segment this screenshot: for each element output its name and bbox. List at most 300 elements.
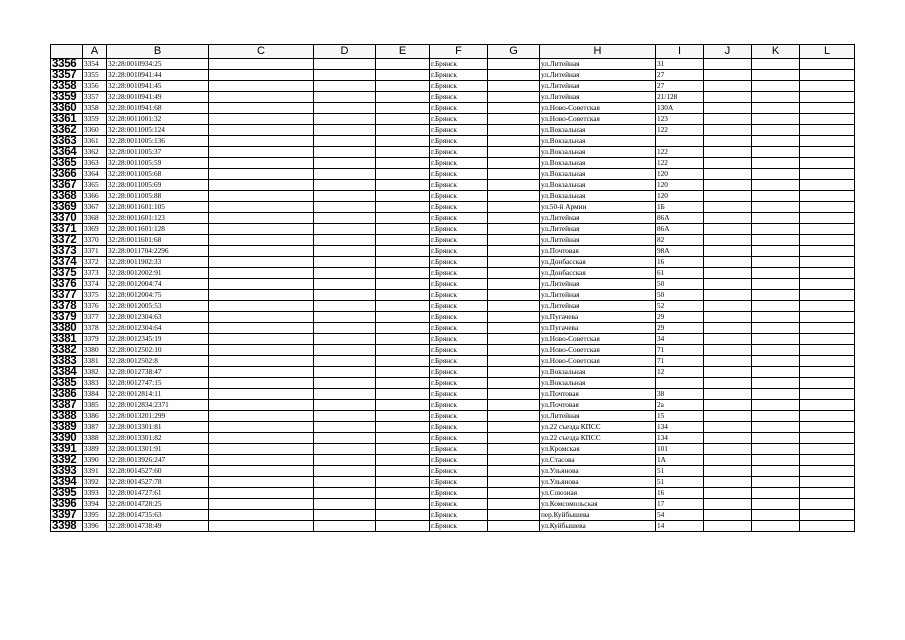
cell-k[interactable] — [752, 81, 800, 92]
cell-l[interactable] — [800, 213, 855, 224]
cell-f[interactable]: г.Брянск — [430, 125, 488, 136]
cell-f[interactable]: г.Брянск — [430, 433, 488, 444]
cell-b[interactable]: 32:28:0013301:81 — [107, 422, 209, 433]
cell-h[interactable]: ул.Ново-Советская — [540, 356, 656, 367]
cell-j[interactable] — [704, 345, 752, 356]
cell-l[interactable] — [800, 521, 855, 532]
cell-h[interactable]: ул.Пугачева — [540, 323, 656, 334]
cell-d[interactable] — [314, 488, 376, 499]
cell-c[interactable] — [209, 510, 314, 521]
cell-j[interactable] — [704, 246, 752, 257]
cell-h[interactable]: ул.Вокзальная — [540, 136, 656, 147]
cell-h[interactable]: ул.Литейная — [540, 279, 656, 290]
cell-j[interactable] — [704, 257, 752, 268]
cell-l[interactable] — [800, 224, 855, 235]
cell-f[interactable]: г.Брянск — [430, 147, 488, 158]
cell-i[interactable]: 2а — [656, 400, 704, 411]
cell-k[interactable] — [752, 147, 800, 158]
cell-d[interactable] — [314, 70, 376, 81]
cell-k[interactable] — [752, 521, 800, 532]
cell-c[interactable] — [209, 92, 314, 103]
cell-j[interactable] — [704, 81, 752, 92]
cell-f[interactable]: г.Брянск — [430, 257, 488, 268]
cell-d[interactable] — [314, 367, 376, 378]
cell-i[interactable]: 98А — [656, 246, 704, 257]
cell-e[interactable] — [376, 235, 430, 246]
cell-b[interactable]: 32:28:0011005:88 — [107, 191, 209, 202]
cell-f[interactable]: г.Брянск — [430, 290, 488, 301]
cell-i[interactable]: 50 — [656, 290, 704, 301]
cell-g[interactable] — [488, 488, 540, 499]
row-number[interactable]: 3378 — [51, 301, 83, 312]
cell-g[interactable] — [488, 70, 540, 81]
cell-k[interactable] — [752, 444, 800, 455]
cell-l[interactable] — [800, 257, 855, 268]
cell-j[interactable] — [704, 323, 752, 334]
cell-h[interactable]: ул.Вокзальная — [540, 147, 656, 158]
cell-f[interactable]: г.Брянск — [430, 301, 488, 312]
cell-a[interactable]: 3375 — [83, 290, 107, 301]
cell-a[interactable]: 3370 — [83, 235, 107, 246]
cell-i[interactable]: 134 — [656, 422, 704, 433]
cell-d[interactable] — [314, 290, 376, 301]
cell-b[interactable]: 32:28:0010941:68 — [107, 103, 209, 114]
cell-e[interactable] — [376, 345, 430, 356]
cell-g[interactable] — [488, 103, 540, 114]
row-number[interactable]: 3391 — [51, 444, 83, 455]
cell-j[interactable] — [704, 169, 752, 180]
cell-j[interactable] — [704, 224, 752, 235]
cell-a[interactable]: 3382 — [83, 367, 107, 378]
cell-a[interactable]: 3355 — [83, 70, 107, 81]
cell-j[interactable] — [704, 466, 752, 477]
cell-h[interactable]: ул.Вокзальная — [540, 191, 656, 202]
cell-b[interactable]: 32:28:0011005:68 — [107, 169, 209, 180]
cell-k[interactable] — [752, 422, 800, 433]
row-number[interactable]: 3377 — [51, 290, 83, 301]
cell-h[interactable]: ул.50-й Армии — [540, 202, 656, 213]
cell-k[interactable] — [752, 169, 800, 180]
cell-e[interactable] — [376, 92, 430, 103]
cell-e[interactable] — [376, 510, 430, 521]
cell-l[interactable] — [800, 488, 855, 499]
column-header-g[interactable]: G — [488, 45, 540, 59]
cell-j[interactable] — [704, 433, 752, 444]
cell-h[interactable]: ул.Литейная — [540, 224, 656, 235]
column-header-e[interactable]: E — [376, 45, 430, 59]
column-header-f[interactable]: F — [430, 45, 488, 59]
cell-f[interactable]: г.Брянск — [430, 389, 488, 400]
cell-l[interactable] — [800, 444, 855, 455]
cell-d[interactable] — [314, 191, 376, 202]
cell-b[interactable]: 32:28:0014527:78 — [107, 477, 209, 488]
cell-a[interactable]: 3363 — [83, 158, 107, 169]
cell-h[interactable]: ул.Вокзальная — [540, 158, 656, 169]
cell-c[interactable] — [209, 378, 314, 389]
row-number[interactable]: 3359 — [51, 92, 83, 103]
cell-f[interactable]: г.Брянск — [430, 356, 488, 367]
cell-g[interactable] — [488, 235, 540, 246]
cell-c[interactable] — [209, 444, 314, 455]
cell-c[interactable] — [209, 136, 314, 147]
cell-j[interactable] — [704, 202, 752, 213]
cell-d[interactable] — [314, 521, 376, 532]
cell-a[interactable]: 3361 — [83, 136, 107, 147]
cell-j[interactable] — [704, 334, 752, 345]
cell-h[interactable]: ул.Почтовая — [540, 400, 656, 411]
cell-h[interactable]: ул.Литейная — [540, 70, 656, 81]
cell-j[interactable] — [704, 312, 752, 323]
cell-c[interactable] — [209, 334, 314, 345]
cell-l[interactable] — [800, 114, 855, 125]
cell-g[interactable] — [488, 400, 540, 411]
cell-b[interactable]: 32:28:0012502:8 — [107, 356, 209, 367]
cell-b[interactable]: 32:28:0011601:123 — [107, 213, 209, 224]
cell-l[interactable] — [800, 70, 855, 81]
row-number[interactable]: 3371 — [51, 224, 83, 235]
cell-e[interactable] — [376, 334, 430, 345]
row-number[interactable]: 3375 — [51, 268, 83, 279]
row-number[interactable]: 3384 — [51, 367, 83, 378]
cell-j[interactable] — [704, 268, 752, 279]
cell-f[interactable]: г.Брянск — [430, 334, 488, 345]
cell-i[interactable]: 134 — [656, 433, 704, 444]
cell-l[interactable] — [800, 136, 855, 147]
cell-l[interactable] — [800, 411, 855, 422]
cell-g[interactable] — [488, 389, 540, 400]
cell-j[interactable] — [704, 477, 752, 488]
cell-a[interactable]: 3385 — [83, 400, 107, 411]
cell-b[interactable]: 32:28:0011005:59 — [107, 158, 209, 169]
row-number[interactable]: 3381 — [51, 334, 83, 345]
cell-i[interactable]: 101 — [656, 444, 704, 455]
cell-e[interactable] — [376, 279, 430, 290]
cell-d[interactable] — [314, 499, 376, 510]
cell-l[interactable] — [800, 477, 855, 488]
cell-d[interactable] — [314, 158, 376, 169]
cell-c[interactable] — [209, 202, 314, 213]
cell-a[interactable]: 3377 — [83, 312, 107, 323]
cell-f[interactable]: г.Брянск — [430, 92, 488, 103]
cell-d[interactable] — [314, 147, 376, 158]
cell-d[interactable] — [314, 213, 376, 224]
cell-g[interactable] — [488, 191, 540, 202]
row-number[interactable]: 3380 — [51, 323, 83, 334]
cell-l[interactable] — [800, 323, 855, 334]
cell-a[interactable]: 3368 — [83, 213, 107, 224]
cell-b[interactable]: 32:28:0010941:45 — [107, 81, 209, 92]
cell-d[interactable] — [314, 334, 376, 345]
cell-l[interactable] — [800, 103, 855, 114]
column-header-a[interactable]: A — [83, 45, 107, 59]
cell-f[interactable]: г.Брянск — [430, 136, 488, 147]
column-header-k[interactable]: K — [752, 45, 800, 59]
cell-e[interactable] — [376, 422, 430, 433]
cell-b[interactable]: 32:28:0013926:247 — [107, 455, 209, 466]
cell-g[interactable] — [488, 180, 540, 191]
cell-i[interactable]: 21/128 — [656, 92, 704, 103]
cell-h[interactable]: ул.Почтовая — [540, 389, 656, 400]
cell-e[interactable] — [376, 59, 430, 70]
cell-f[interactable]: г.Брянск — [430, 323, 488, 334]
cell-c[interactable] — [209, 466, 314, 477]
cell-e[interactable] — [376, 147, 430, 158]
cell-h[interactable]: ул.Литейная — [540, 290, 656, 301]
cell-g[interactable] — [488, 202, 540, 213]
cell-g[interactable] — [488, 246, 540, 257]
cell-f[interactable]: г.Брянск — [430, 499, 488, 510]
cell-k[interactable] — [752, 136, 800, 147]
cell-f[interactable]: г.Брянск — [430, 455, 488, 466]
cell-j[interactable] — [704, 180, 752, 191]
cell-e[interactable] — [376, 323, 430, 334]
cell-a[interactable]: 3372 — [83, 257, 107, 268]
cell-e[interactable] — [376, 378, 430, 389]
cell-i[interactable]: 71 — [656, 356, 704, 367]
cell-h[interactable]: ул.Кромская — [540, 444, 656, 455]
row-number[interactable]: 3368 — [51, 191, 83, 202]
cell-c[interactable] — [209, 521, 314, 532]
row-number[interactable]: 3361 — [51, 114, 83, 125]
cell-c[interactable] — [209, 488, 314, 499]
cell-k[interactable] — [752, 455, 800, 466]
cell-g[interactable] — [488, 422, 540, 433]
cell-i[interactable]: 50 — [656, 279, 704, 290]
cell-g[interactable] — [488, 213, 540, 224]
cell-k[interactable] — [752, 499, 800, 510]
cell-e[interactable] — [376, 312, 430, 323]
cell-h[interactable]: ул.Союзная — [540, 488, 656, 499]
cell-k[interactable] — [752, 246, 800, 257]
cell-b[interactable]: 32:28:0012004:74 — [107, 279, 209, 290]
cell-h[interactable]: ул.Комсомольская — [540, 499, 656, 510]
cell-b[interactable]: 32:28:0010941:49 — [107, 92, 209, 103]
cell-i[interactable]: 16 — [656, 488, 704, 499]
cell-a[interactable]: 3396 — [83, 521, 107, 532]
cell-b[interactable]: 32:28:0011005:136 — [107, 136, 209, 147]
cell-l[interactable] — [800, 202, 855, 213]
cell-i[interactable]: 61 — [656, 268, 704, 279]
cell-f[interactable]: г.Брянск — [430, 444, 488, 455]
cell-f[interactable]: г.Брянск — [430, 202, 488, 213]
row-number[interactable]: 3369 — [51, 202, 83, 213]
cell-e[interactable] — [376, 70, 430, 81]
cell-j[interactable] — [704, 367, 752, 378]
cell-b[interactable]: 32:28:0014735:63 — [107, 510, 209, 521]
cell-h[interactable]: ул.Ново-Советская — [540, 103, 656, 114]
cell-k[interactable] — [752, 103, 800, 114]
cell-i[interactable]: 51 — [656, 477, 704, 488]
cell-j[interactable] — [704, 389, 752, 400]
cell-j[interactable] — [704, 510, 752, 521]
cell-k[interactable] — [752, 312, 800, 323]
row-number[interactable]: 3374 — [51, 257, 83, 268]
cell-f[interactable]: г.Брянск — [430, 191, 488, 202]
cell-f[interactable]: г.Брянск — [430, 279, 488, 290]
cell-i[interactable]: 29 — [656, 323, 704, 334]
cell-a[interactable]: 3374 — [83, 279, 107, 290]
cell-e[interactable] — [376, 81, 430, 92]
cell-l[interactable] — [800, 290, 855, 301]
column-header-b[interactable]: B — [107, 45, 209, 59]
cell-l[interactable] — [800, 345, 855, 356]
cell-a[interactable]: 3371 — [83, 246, 107, 257]
cell-c[interactable] — [209, 224, 314, 235]
cell-e[interactable] — [376, 433, 430, 444]
cell-e[interactable] — [376, 499, 430, 510]
cell-j[interactable] — [704, 70, 752, 81]
cell-i[interactable]: 122 — [656, 147, 704, 158]
cell-a[interactable]: 3357 — [83, 92, 107, 103]
cell-a[interactable]: 3373 — [83, 268, 107, 279]
cell-b[interactable]: 32:28:0013301:82 — [107, 433, 209, 444]
cell-c[interactable] — [209, 367, 314, 378]
cell-k[interactable] — [752, 125, 800, 136]
cell-g[interactable] — [488, 433, 540, 444]
cell-k[interactable] — [752, 114, 800, 125]
cell-l[interactable] — [800, 455, 855, 466]
cell-g[interactable] — [488, 334, 540, 345]
cell-l[interactable] — [800, 268, 855, 279]
cell-h[interactable]: ул.Куйбышева — [540, 521, 656, 532]
cell-f[interactable]: г.Брянск — [430, 224, 488, 235]
cell-b[interactable]: 32:28:0011601:128 — [107, 224, 209, 235]
cell-g[interactable] — [488, 147, 540, 158]
cell-d[interactable] — [314, 180, 376, 191]
cell-g[interactable] — [488, 279, 540, 290]
cell-d[interactable] — [314, 136, 376, 147]
cell-k[interactable] — [752, 235, 800, 246]
cell-d[interactable] — [314, 114, 376, 125]
cell-d[interactable] — [314, 422, 376, 433]
cell-i[interactable]: 52 — [656, 301, 704, 312]
cell-a[interactable]: 3362 — [83, 147, 107, 158]
cell-e[interactable] — [376, 169, 430, 180]
cell-i[interactable] — [656, 136, 704, 147]
cell-c[interactable] — [209, 257, 314, 268]
cell-g[interactable] — [488, 455, 540, 466]
row-number[interactable]: 3397 — [51, 510, 83, 521]
cell-f[interactable]: г.Брянск — [430, 235, 488, 246]
cell-d[interactable] — [314, 411, 376, 422]
column-header-l[interactable]: L — [800, 45, 855, 59]
cell-f[interactable]: г.Брянск — [430, 103, 488, 114]
cell-d[interactable] — [314, 378, 376, 389]
cell-d[interactable] — [314, 59, 376, 70]
cell-h[interactable]: ул.22 съезда КПСС — [540, 433, 656, 444]
cell-j[interactable] — [704, 125, 752, 136]
cell-e[interactable] — [376, 114, 430, 125]
cell-b[interactable]: 32:28:0012502:10 — [107, 345, 209, 356]
row-number[interactable]: 3392 — [51, 455, 83, 466]
row-number[interactable]: 3382 — [51, 345, 83, 356]
cell-e[interactable] — [376, 455, 430, 466]
cell-h[interactable]: ул.Литейная — [540, 92, 656, 103]
cell-c[interactable] — [209, 345, 314, 356]
cell-a[interactable]: 3386 — [83, 411, 107, 422]
cell-e[interactable] — [376, 389, 430, 400]
cell-h[interactable]: ул.Вокзальная — [540, 367, 656, 378]
cell-g[interactable] — [488, 125, 540, 136]
row-number[interactable]: 3395 — [51, 488, 83, 499]
column-header-c[interactable]: C — [209, 45, 314, 59]
cell-g[interactable] — [488, 466, 540, 477]
cell-a[interactable]: 3389 — [83, 444, 107, 455]
cell-k[interactable] — [752, 378, 800, 389]
cell-l[interactable] — [800, 279, 855, 290]
cell-c[interactable] — [209, 433, 314, 444]
row-number[interactable]: 3387 — [51, 400, 83, 411]
column-header-i[interactable]: I — [656, 45, 704, 59]
cell-d[interactable] — [314, 400, 376, 411]
cell-g[interactable] — [488, 411, 540, 422]
cell-c[interactable] — [209, 477, 314, 488]
cell-g[interactable] — [488, 378, 540, 389]
cell-f[interactable]: г.Брянск — [430, 422, 488, 433]
cell-d[interactable] — [314, 444, 376, 455]
cell-g[interactable] — [488, 268, 540, 279]
cell-k[interactable] — [752, 411, 800, 422]
cell-k[interactable] — [752, 158, 800, 169]
cell-h[interactable]: ул.Почтовая — [540, 246, 656, 257]
row-number[interactable]: 3365 — [51, 158, 83, 169]
cell-a[interactable]: 3392 — [83, 477, 107, 488]
cell-b[interactable]: 32:28:0012304:63 — [107, 312, 209, 323]
cell-h[interactable]: ул.Литейная — [540, 59, 656, 70]
cell-k[interactable] — [752, 224, 800, 235]
cell-b[interactable]: 32:28:0011601:68 — [107, 235, 209, 246]
cell-g[interactable] — [488, 92, 540, 103]
cell-g[interactable] — [488, 444, 540, 455]
cell-a[interactable]: 3394 — [83, 499, 107, 510]
cell-i[interactable]: 54 — [656, 510, 704, 521]
cell-i[interactable]: 1А — [656, 455, 704, 466]
row-number[interactable]: 3385 — [51, 378, 83, 389]
cell-j[interactable] — [704, 400, 752, 411]
cell-k[interactable] — [752, 202, 800, 213]
cell-i[interactable]: 130А — [656, 103, 704, 114]
cell-g[interactable] — [488, 510, 540, 521]
cell-c[interactable] — [209, 180, 314, 191]
cell-c[interactable] — [209, 279, 314, 290]
cell-j[interactable] — [704, 92, 752, 103]
cell-g[interactable] — [488, 356, 540, 367]
cell-k[interactable] — [752, 477, 800, 488]
cell-h[interactable]: ул.Ново-Советская — [540, 114, 656, 125]
cell-d[interactable] — [314, 257, 376, 268]
cell-l[interactable] — [800, 59, 855, 70]
cell-f[interactable]: г.Брянск — [430, 312, 488, 323]
cell-a[interactable]: 3391 — [83, 466, 107, 477]
cell-i[interactable]: 122 — [656, 125, 704, 136]
cell-j[interactable] — [704, 114, 752, 125]
cell-b[interactable]: 32:28:0014728:25 — [107, 499, 209, 510]
cell-b[interactable]: 32:28:0012002:91 — [107, 268, 209, 279]
row-number[interactable]: 3389 — [51, 422, 83, 433]
cell-d[interactable] — [314, 125, 376, 136]
cell-a[interactable]: 3356 — [83, 81, 107, 92]
cell-i[interactable]: 34 — [656, 334, 704, 345]
row-number[interactable]: 3388 — [51, 411, 83, 422]
cell-e[interactable] — [376, 268, 430, 279]
cell-f[interactable]: г.Брянск — [430, 521, 488, 532]
cell-h[interactable]: ул.Литейная — [540, 213, 656, 224]
cell-c[interactable] — [209, 499, 314, 510]
cell-b[interactable]: 32:28:0011902:33 — [107, 257, 209, 268]
cell-i[interactable]: 38 — [656, 389, 704, 400]
cell-h[interactable]: ул.Ново-Советская — [540, 345, 656, 356]
cell-b[interactable]: 32:28:0014738:49 — [107, 521, 209, 532]
